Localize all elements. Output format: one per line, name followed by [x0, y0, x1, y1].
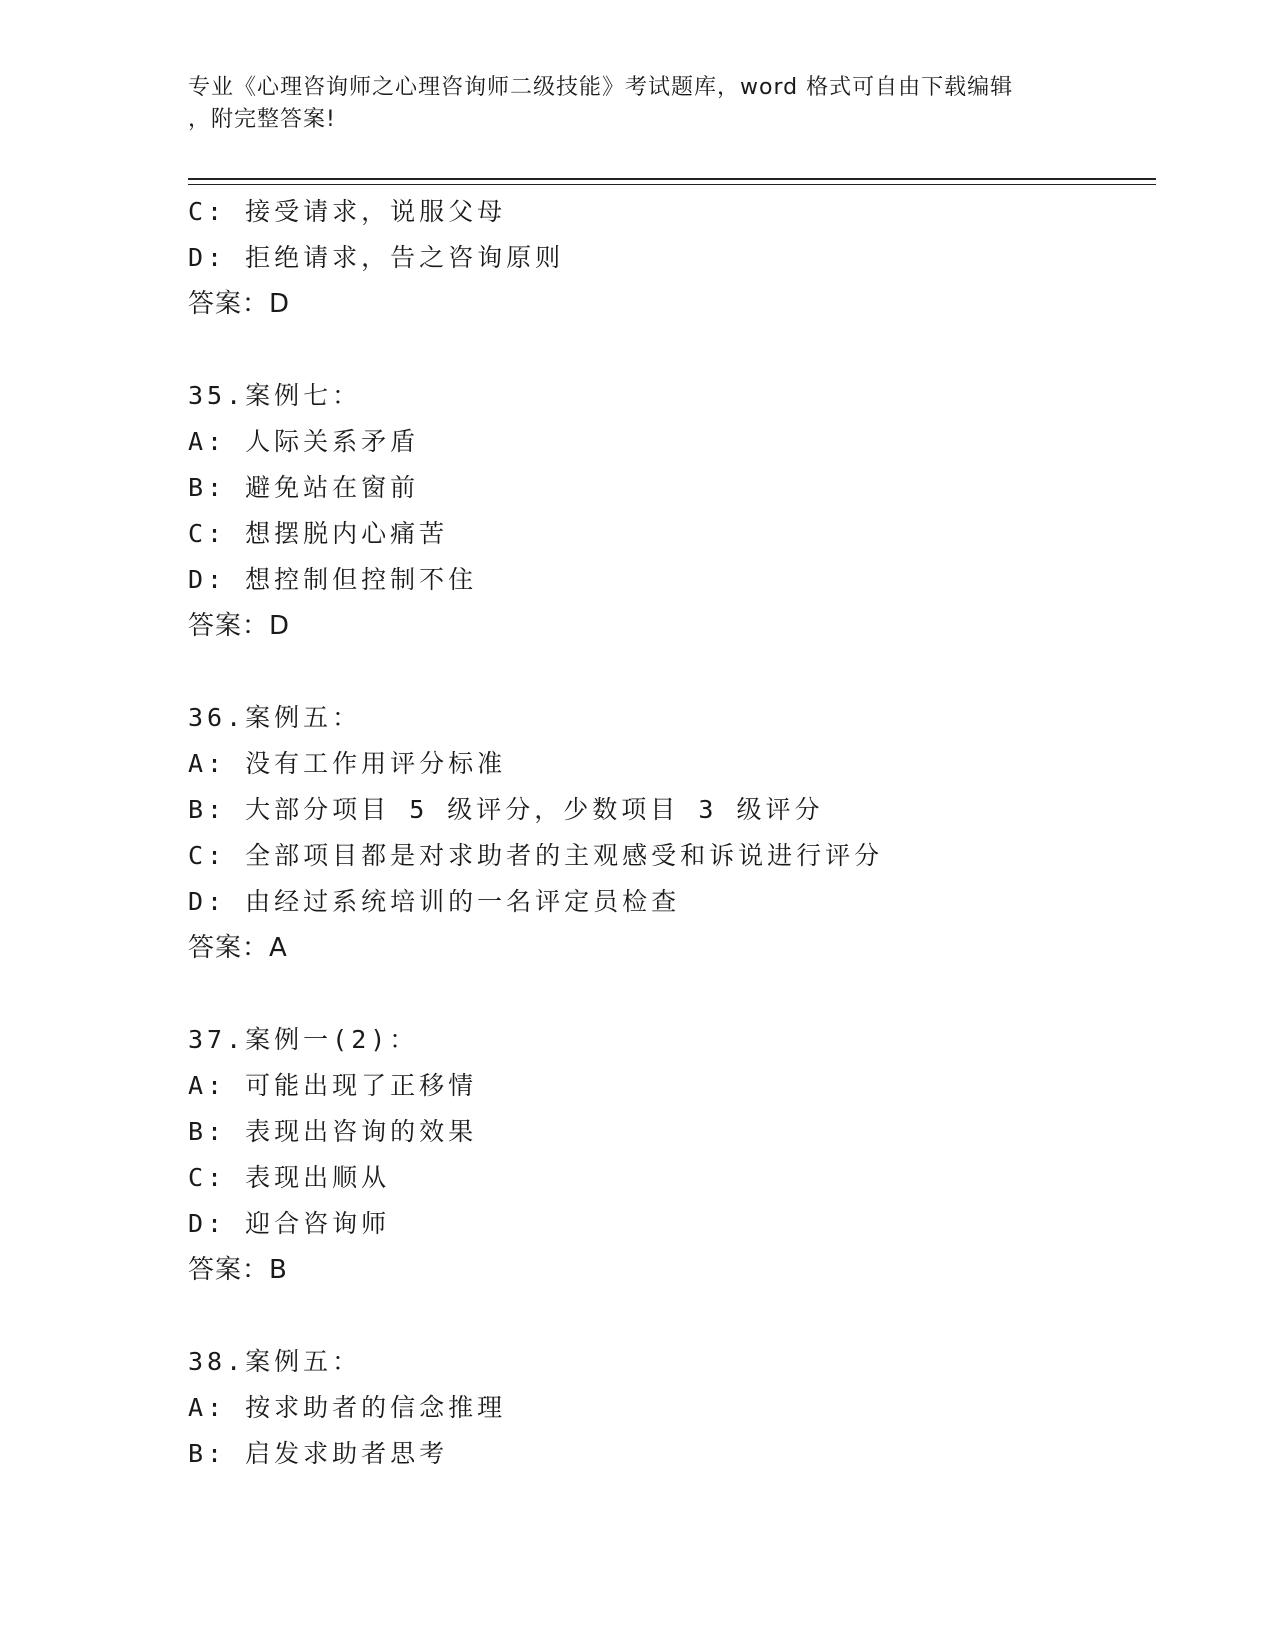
- option-a: A: 可能出现了正移情: [188, 1071, 478, 1100]
- option-c: C: 接受请求，说服父母: [188, 197, 507, 226]
- question-title: 36.案例五：: [188, 703, 362, 732]
- question-title: 37.案例一(2)：: [188, 1025, 419, 1054]
- option-c: C: 表现出顺从: [188, 1163, 391, 1192]
- header-title-line-2: ，附完整答案!: [188, 107, 336, 132]
- option-b: B: 启发求助者思考: [188, 1439, 449, 1468]
- option-d: D: 由经过系统培训的一名评定员检查: [188, 887, 681, 916]
- option-d: D: 想控制但控制不住: [188, 565, 478, 594]
- spacer: [188, 1293, 1148, 1339]
- header-divider-thick: [188, 178, 1156, 180]
- question-title: 35.案例七：: [188, 381, 362, 410]
- question-list: [188, 189, 1148, 1477]
- question-title: 38.案例五：: [188, 1347, 362, 1376]
- spacer: [188, 327, 1148, 373]
- question-37: [188, 1017, 1148, 1293]
- option-c: C: 全部项目都是对求助者的主观感受和诉说进行评分: [188, 841, 884, 870]
- header-title-line-1: 专业《心理咨询师之心理咨询师二级技能》考试题库，word 格式可自由下载编辑: [188, 75, 1014, 100]
- option-d: D: 拒绝请求，告之咨询原则: [188, 243, 565, 272]
- option-a: A: 人际关系矛盾: [188, 427, 420, 456]
- document-header: [188, 72, 1088, 136]
- option-a: A: 按求助者的信念推理: [188, 1393, 507, 1422]
- header-divider-thin: [188, 184, 1156, 185]
- answer-line: 答案：D: [188, 611, 291, 641]
- answer-line: 答案：D: [188, 289, 291, 319]
- option-a: A: 没有工作用评分标准: [188, 749, 507, 778]
- option-b: B: 表现出咨询的效果: [188, 1117, 478, 1146]
- answer-line: 答案：A: [188, 933, 288, 963]
- question-36: [188, 695, 1148, 971]
- answer-line: 答案：B: [188, 1255, 288, 1285]
- option-b: B: 避免站在窗前: [188, 473, 420, 502]
- question-continuation: [188, 189, 1148, 327]
- spacer: [188, 971, 1148, 1017]
- spacer: [188, 649, 1148, 695]
- question-38: [188, 1339, 1148, 1477]
- option-b: B: 大部分项目 5 级评分，少数项目 3 级评分: [188, 795, 824, 824]
- option-c: C: 想摆脱内心痛苦: [188, 519, 449, 548]
- question-35: [188, 373, 1148, 649]
- option-d: D: 迎合咨询师: [188, 1209, 391, 1238]
